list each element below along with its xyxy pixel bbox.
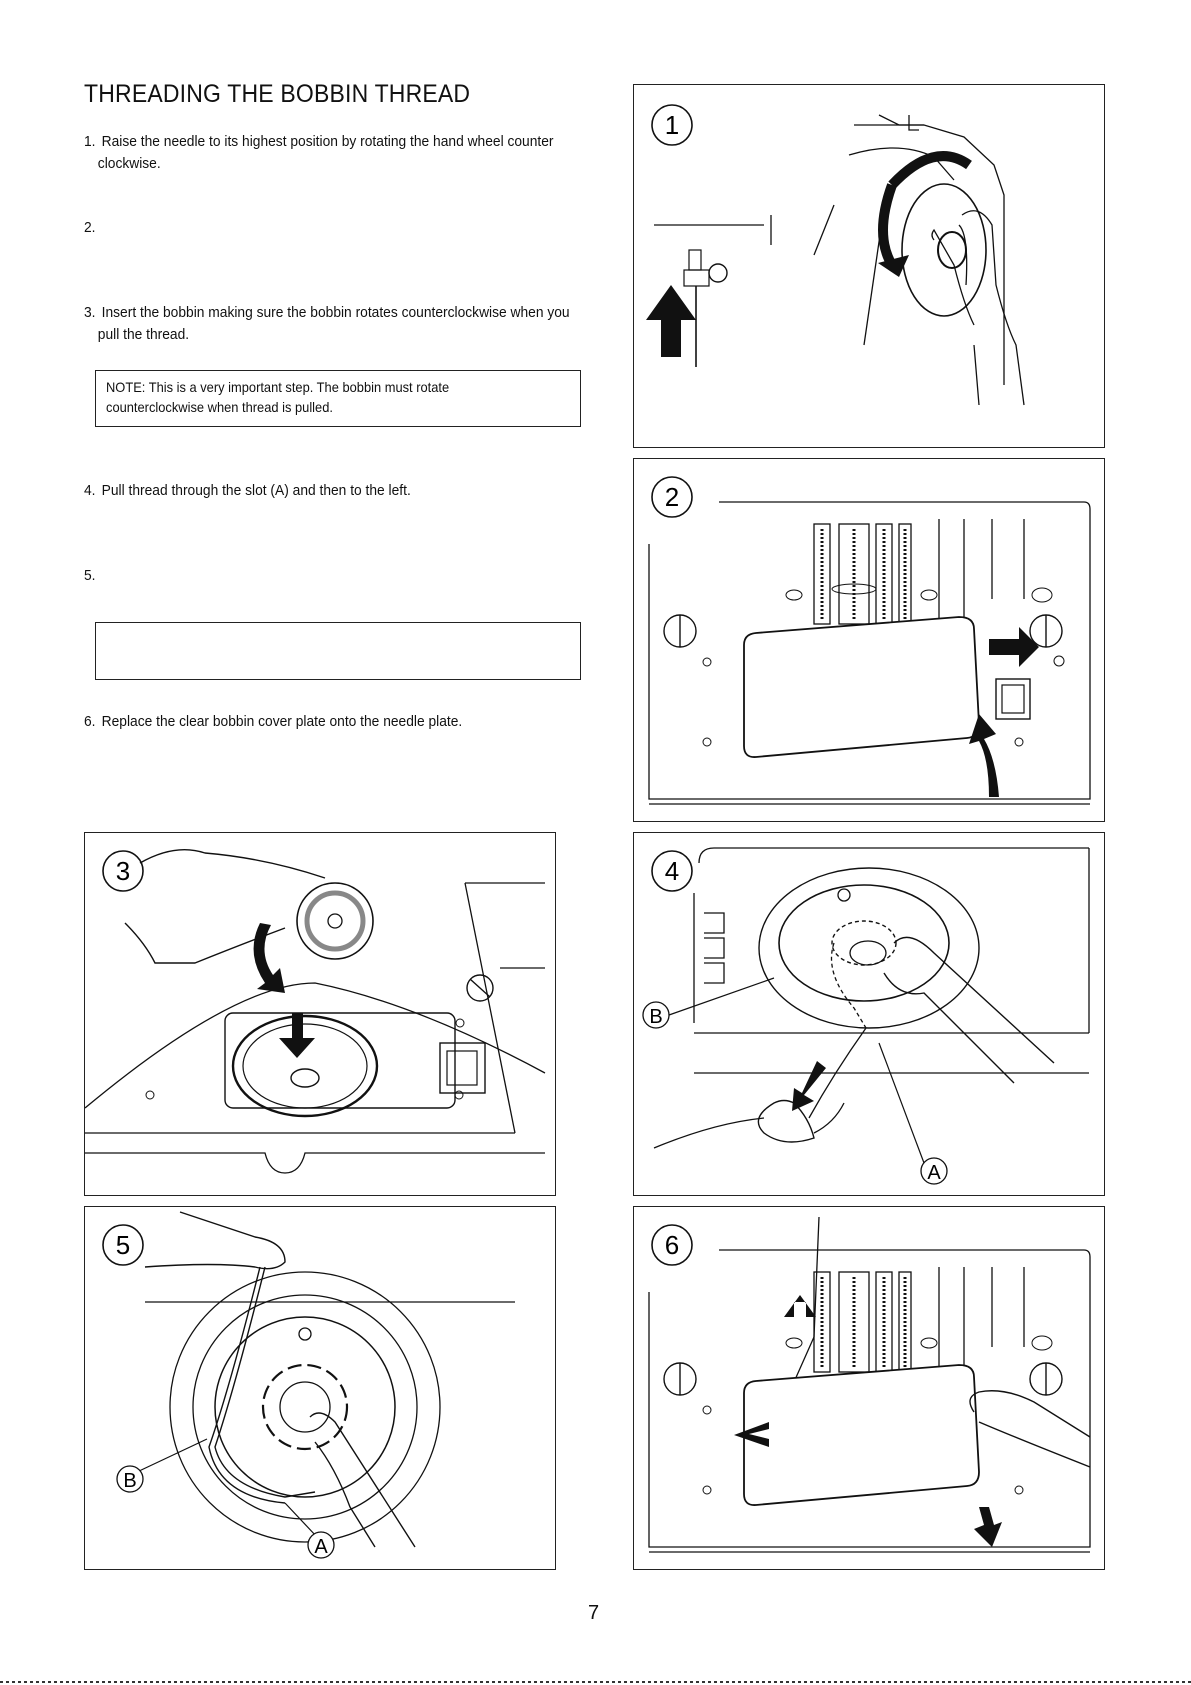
step-number: 3. <box>84 304 96 321</box>
step-text: Replace the clear bobbin cover plate onto the needle plate. <box>101 713 463 730</box>
step-number: 6. <box>84 713 96 730</box>
figure-4-illustration <box>634 833 1104 1195</box>
figure-1-panel <box>633 84 1105 448</box>
right-arrow-icon <box>989 627 1039 667</box>
figure-number: 6 <box>664 1230 680 1260</box>
figure-number: 5 <box>115 1230 131 1260</box>
step-number: 4. <box>84 482 96 499</box>
figure-1-illustration <box>634 85 1104 447</box>
step-text-cont: clockwise. <box>97 155 161 172</box>
step-3 <box>84 302 572 346</box>
figure-2-illustration <box>634 459 1104 821</box>
figure-4-panel <box>633 832 1105 1196</box>
step-text: Insert the bobbin making sure the bobbin rotates counterclockwise when you <box>101 304 570 321</box>
page-number: 7 <box>588 1602 600 1624</box>
step-5 <box>84 565 572 587</box>
step-number: 1. <box>84 133 96 150</box>
figure-5-panel <box>84 1206 556 1570</box>
label-a: A <box>927 1162 941 1184</box>
step-4 <box>84 480 572 502</box>
label-a: A <box>314 1536 328 1558</box>
figure-number: 4 <box>664 856 680 886</box>
figure-5-illustration <box>85 1207 555 1569</box>
note-line-1: NOTE: This is a very important step. The bobbin must rotate <box>106 379 450 395</box>
step-1 <box>84 131 572 175</box>
figure-number: 2 <box>664 482 680 512</box>
empty-note-box <box>95 622 581 680</box>
figure-3-illustration <box>85 833 555 1195</box>
up-arrow-icon <box>784 1295 816 1317</box>
page-title: THREADING THE BOBBIN THREAD <box>84 80 471 108</box>
figure-6-illustration <box>634 1207 1104 1569</box>
figure-number: 3 <box>115 856 131 886</box>
note-box <box>95 370 581 427</box>
figure-number: 1 <box>664 110 680 140</box>
step-text: Pull thread through the slot (A) and then to the left. <box>101 482 411 499</box>
bottom-dotted-rule <box>0 1681 1191 1683</box>
label-b: B <box>123 1470 137 1492</box>
figure-6-panel <box>633 1206 1105 1570</box>
figure-2-panel <box>633 458 1105 822</box>
step-6 <box>84 711 572 733</box>
step-number: 2. <box>84 219 96 236</box>
step-number: 5. <box>84 567 96 584</box>
note-line-2: counterclockwise when thread is pulled. <box>106 399 333 415</box>
step-text: Raise the needle to its highest position by rotating the hand wheel counter <box>101 133 554 150</box>
down-left-arrow-icon <box>792 1061 826 1111</box>
step-2 <box>84 217 572 239</box>
down-arrow-icon <box>974 1507 1002 1547</box>
figure-3-panel <box>84 832 556 1196</box>
step-text-cont: pull the thread. <box>97 326 190 343</box>
up-arrow-icon <box>646 285 696 357</box>
down-arrow-icon <box>279 1013 315 1058</box>
label-b: B <box>649 1006 663 1028</box>
